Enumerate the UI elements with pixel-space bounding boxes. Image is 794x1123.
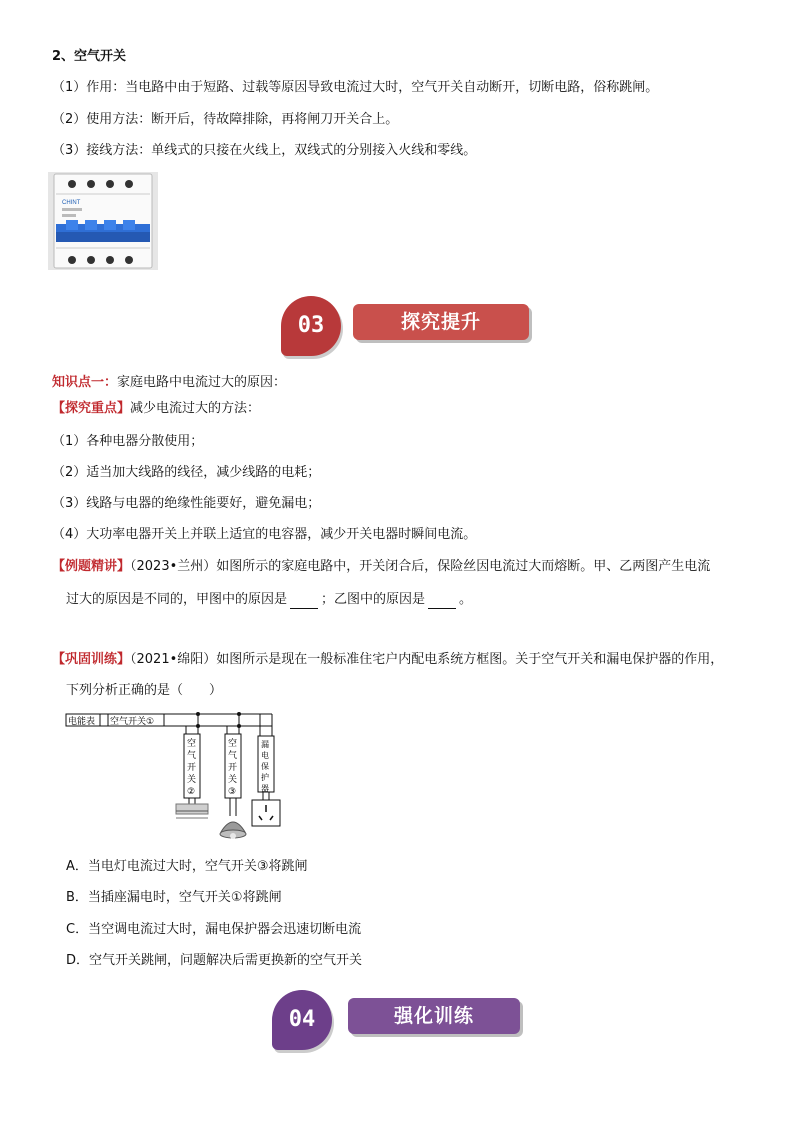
option-a[interactable]: A．当电灯电流过大时，空气开关③将跳闸 — [66, 859, 308, 874]
switch2-char: 关 — [187, 775, 197, 785]
example-label: 【例题精讲】 — [52, 559, 131, 574]
focus-text: 减少电流过大的方法： — [130, 401, 261, 416]
example-text: 。 — [459, 592, 473, 607]
knowledge-point — [52, 374, 286, 392]
example-text: 过大的原因是不同的，甲图中的原因是 — [66, 592, 288, 607]
switch3-char: 开 — [228, 763, 238, 773]
practice-label: 【巩固训练】 — [52, 652, 131, 667]
option-b[interactable]: B．当插座漏电时，空气开关①将跳闸 — [66, 890, 282, 905]
protector-char: 漏 — [261, 740, 269, 749]
switch2-char: ② — [187, 787, 196, 797]
protector-char: 护 — [261, 773, 269, 782]
answer-blank[interactable] — [428, 596, 456, 609]
practice-line-1 — [52, 651, 723, 669]
switch2-char: 空 — [187, 739, 197, 749]
example-text: （2023•兰州）如图所示的家庭电路中，开关闭合后，保险丝因电流过大而熔断。甲、乙两图产生电流 — [130, 559, 711, 574]
protector-char: 器 — [261, 784, 269, 793]
practice-line-2: 下列分析正确的是（ ） — [66, 683, 223, 698]
knowledge-label: 知识点一： — [52, 375, 118, 390]
distribution-diagram — [64, 708, 294, 852]
list-item: （4）大功率电器开关上并联上适宜的电容器，减少开关电器时瞬间电流。 — [52, 527, 477, 542]
text-line: （2）使用方法：断开后，待故障排除，再将闸刀开关合上。 — [52, 112, 399, 127]
list-item: （3）线路与电器的绝缘性能要好，避免漏电； — [52, 496, 321, 511]
switch2-char: 开 — [187, 763, 197, 773]
example-line-2 — [66, 591, 472, 609]
switch3-char: ③ — [228, 787, 237, 797]
air-switch-photo — [48, 172, 158, 270]
option-d[interactable]: D．空气开关跳闸，问题解决后需更换新的空气开关 — [66, 953, 363, 968]
meter-label: 电能表 — [68, 717, 96, 727]
switch3-char: 关 — [228, 775, 238, 785]
banner-number-badge: 03 — [281, 296, 341, 356]
banner-number-badge: 04 — [272, 990, 332, 1050]
text-line: （3）接线方法：单线式的只接在火线上，双线式的分别接入火线和零线。 — [52, 143, 477, 158]
banner-title: 强化训练 — [348, 998, 520, 1034]
switch2-char: 气 — [187, 751, 197, 761]
switch1-label: 空气开关① — [110, 717, 155, 727]
socket-icon — [252, 800, 280, 826]
list-item: （1）各种电器分散使用； — [52, 434, 204, 449]
example-text: ；乙图中的原因是 — [321, 592, 426, 607]
text-line: （1）作用：当电路中由于短路、过载等原因导致电流过大时，空气开关自动断开，切断电路，俗称跳闸。 — [52, 80, 659, 95]
section-heading: 2、空气开关 — [52, 49, 127, 64]
lamp-icon — [220, 822, 246, 839]
focus-line — [52, 400, 260, 418]
knowledge-text: 家庭电路中电流过大的原因： — [117, 375, 287, 390]
answer-blank[interactable] — [290, 596, 318, 609]
protector-char: 保 — [261, 762, 269, 771]
air-conditioner-icon — [176, 804, 208, 818]
banner-title: 探究提升 — [353, 304, 529, 340]
practice-text: （2021•绵阳）如图所示是现在一般标准住宅户内配电系统方框图。关于空气开关和漏电保护器的作用， — [130, 652, 724, 667]
focus-label: 【探究重点】 — [52, 401, 131, 416]
option-c[interactable]: C．当空调电流过大时，漏电保护器会迅速切断电流 — [66, 922, 362, 937]
switch3-char: 空 — [228, 739, 238, 749]
example-line-1 — [52, 558, 710, 576]
protector-char: 电 — [261, 751, 269, 760]
list-item: （2）适当加大线路的线径，减少线路的电耗； — [52, 465, 321, 480]
breaker-brand: CHINT — [62, 200, 81, 206]
switch3-char: 气 — [228, 751, 238, 761]
